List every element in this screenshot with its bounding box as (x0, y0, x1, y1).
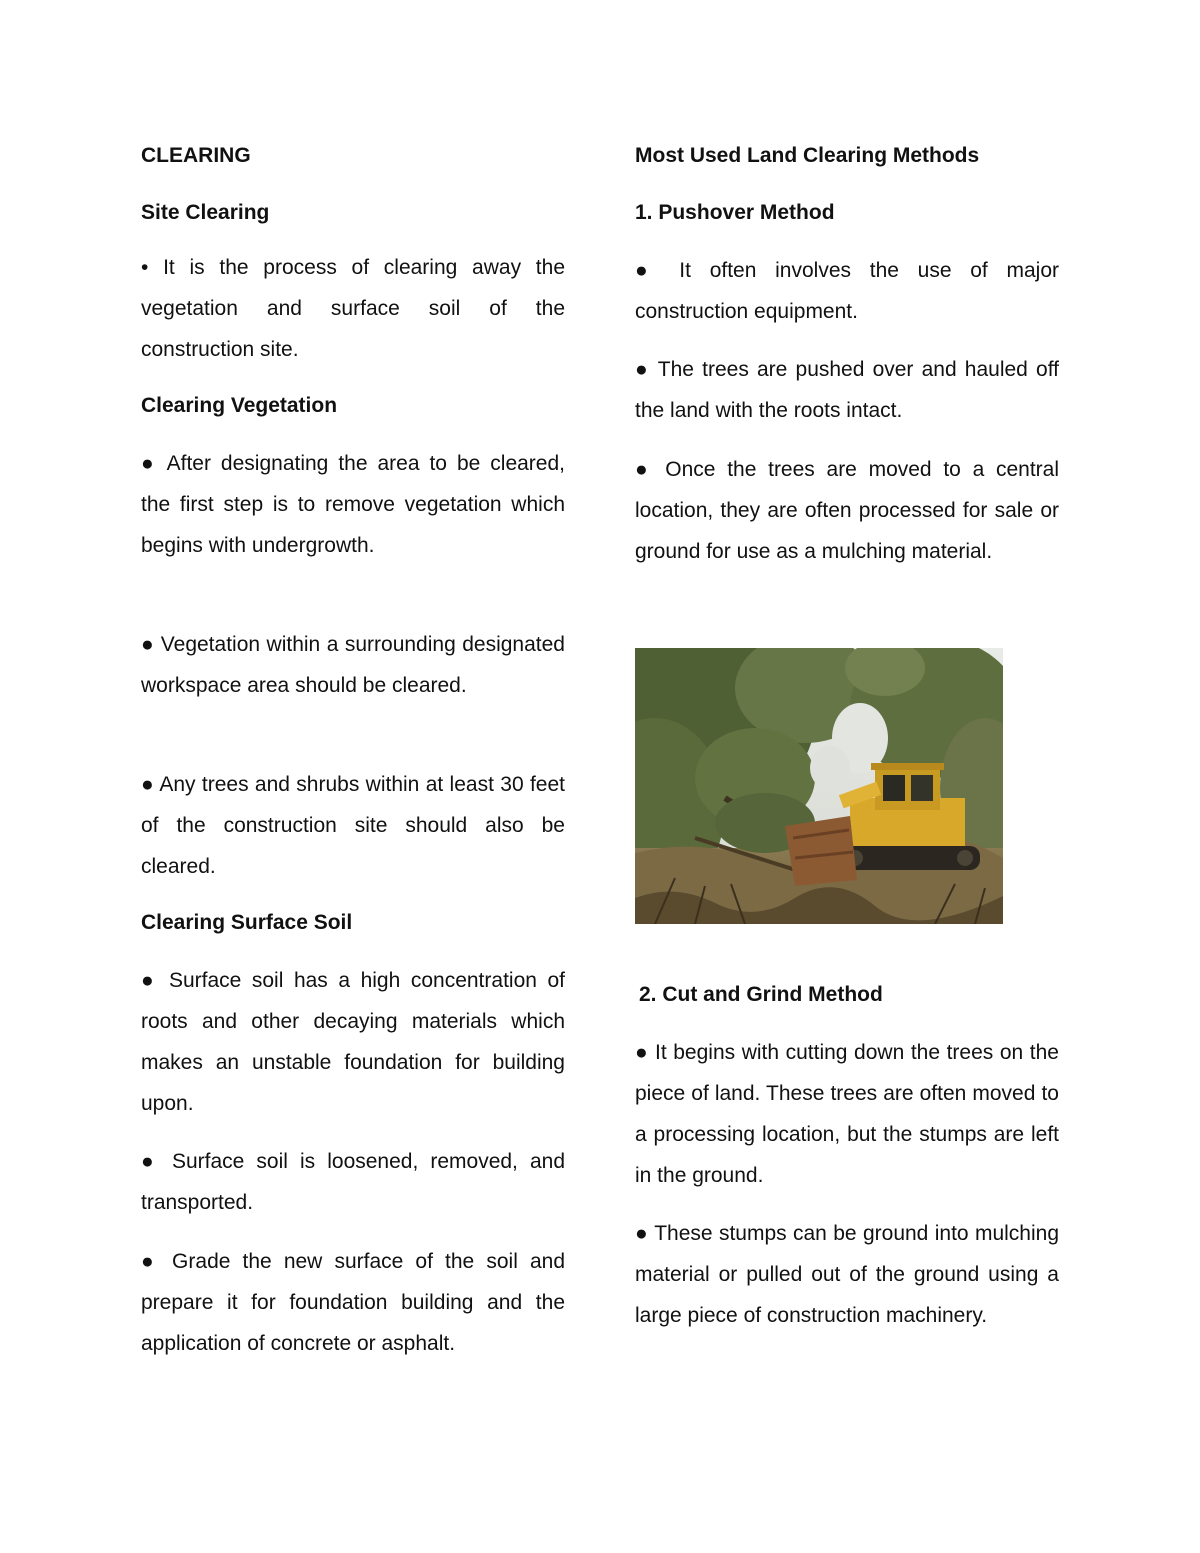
bulldozer-photo-icon (635, 648, 1003, 924)
heading-land-clearing-methods: Most Used Land Clearing Methods (635, 144, 980, 167)
vegetation-item-2: ● Vegetation within a surrounding designated workspace area should be cleared. (141, 633, 565, 697)
pushover-item-3: ● Once the trees are moved to a central location, they are often processed for sale or ground for use as a mulching material. (635, 458, 1059, 563)
cut-grind-item-2: ● These stumps can be ground into mulching material or pulled out of the ground using a large piece of construction machinery. (635, 1222, 1059, 1327)
heading-site-clearing: Site Clearing (141, 201, 270, 224)
heading-clearing-vegetation: Clearing Vegetation (141, 394, 338, 417)
bulldozer-photo (635, 648, 1003, 924)
vegetation-item-1: ● After designating the area to be cleared, the first step is to remove vegetation which begins with undergrowth. (141, 452, 565, 557)
heading-clearing-surface-soil: Clearing Surface Soil (141, 911, 353, 934)
heading-pushover-method: 1. Pushover Method (635, 201, 835, 224)
vegetation-item-3: ● Any trees and shrubs within at least 30 feet of the construction site should also be cleared. (141, 773, 565, 878)
pushover-item-2: ● The trees are pushed over and hauled off the land with the roots intact. (635, 358, 1059, 422)
soil-item-1: ● Surface soil has a high concentration of roots and other decaying materials which makes an unstable foundation for building upon. (141, 969, 565, 1115)
page-title: CLEARING (141, 144, 251, 167)
soil-item-3: ● Grade the new surface of the soil and prepare it for foundation building and the application of concrete or asphalt. (141, 1250, 565, 1355)
heading-cut-and-grind-method: 2. Cut and Grind Method (639, 983, 883, 1006)
pushover-item-1: ● It often involves the use of major construction equipment. (635, 259, 1059, 323)
site-clearing-text: • It is the process of clearing away the vegetation and surface soil of the construction site. (141, 256, 565, 361)
soil-item-2: ● Surface soil is loosened, removed, and transported. (141, 1150, 565, 1214)
cut-grind-item-1: ● It begins with cutting down the trees on the piece of land. These trees are often moved to a processing location, but the stumps are left in the ground. (635, 1041, 1059, 1187)
